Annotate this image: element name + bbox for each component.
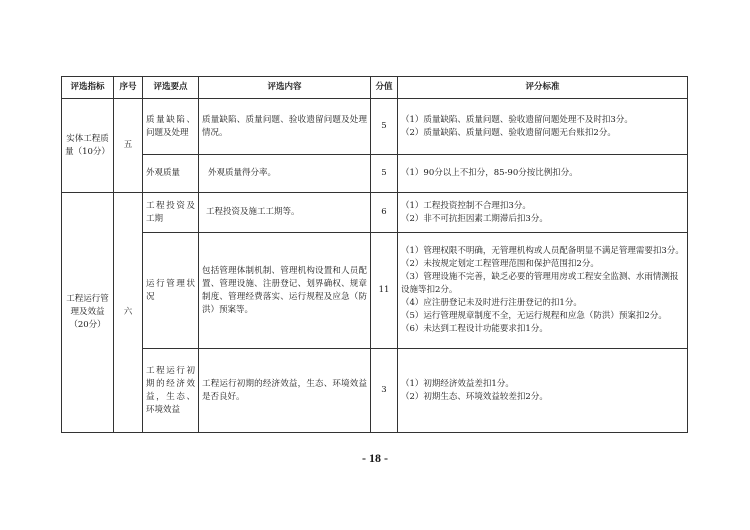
score-cell: 5	[371, 99, 398, 155]
criteria-line: （1）工程投资控制不合理扣3分。	[401, 200, 531, 211]
indicator-cell: 工程运行管理及效益（20分）	[62, 193, 114, 433]
content-cell: 质量缺陷、质量问题、验收遗留问题及处理情况。	[199, 99, 371, 155]
criteria-cell	[398, 349, 688, 433]
content-cell	[199, 193, 371, 233]
criteria-line: （6）未达到工程设计功能要求扣1分。	[401, 324, 548, 334]
criteria-line: （2）质量缺陷、质量问题、验收遗留问题无台账扣2分。	[401, 127, 616, 138]
criteria-line: （1）90分以上不扣分，85-90分按比例扣分。	[401, 168, 578, 178]
criteria-line: （1）初期经济效益差扣1分。	[401, 378, 514, 389]
criteria-line: （5）运行管理规章制度不全，无运行规程和应急（防洪）预案扣2分。	[401, 311, 667, 321]
criteria-line: （2）非不可抗拒因素工期滞后扣3分。	[401, 213, 548, 224]
criteria-cell	[398, 155, 688, 193]
content-text: 工程投资及施工工期等。	[206, 207, 300, 217]
content-cell: 工程运行初期的经济效益，生态、环境效益是否良好。	[199, 349, 371, 433]
seq-cell: 六	[114, 193, 143, 433]
content-cell	[199, 155, 371, 193]
content-cell: 包括管理体制机制、管理机构设置和人员配置、管理设施、注册登记、划界确权、规章制度、管理经费落实、运行规程及应急（防洪）预案等。	[199, 233, 371, 349]
criteria-cell	[398, 99, 688, 155]
criteria-line: （1）质量缺陷、质量问题、验收遗留问题处理不及时扣3分。	[401, 114, 633, 125]
criteria-line: （4）应注册登记未及时进行注册登记的扣1分。	[401, 298, 582, 308]
indicator-cell: 实体工程质量（10分）	[62, 99, 114, 193]
header-criteria: 评分标准	[398, 77, 688, 99]
point-cell: 外观质量	[143, 155, 199, 193]
score-cell: 5	[371, 155, 398, 193]
point-cell: 工程投资及工期	[143, 193, 199, 233]
score-cell: 6	[371, 193, 398, 233]
table-row	[62, 233, 688, 349]
point-cell: 质量缺陷、问题及处理	[143, 99, 199, 155]
table-row	[62, 99, 688, 155]
criteria-cell	[398, 233, 688, 349]
criteria-line: （1）管理权限不明确，无管理机构或人员配备明显不满足管理需要扣3分。	[401, 246, 684, 256]
criteria-cell	[398, 193, 688, 233]
header-content: 评选内容	[199, 77, 371, 99]
score-cell: 11	[371, 233, 398, 349]
point-cell: 工程运行初期的经济效益，生态、环境效益	[143, 349, 199, 433]
header-point: 评选要点	[143, 77, 199, 99]
evaluation-table	[61, 76, 688, 433]
table-row	[62, 155, 688, 193]
point-cell: 运行管理状况	[143, 233, 199, 349]
page-number: - 18 -	[362, 451, 388, 465]
header-score: 分值	[371, 77, 398, 99]
header-indicator: 评选指标	[62, 77, 114, 99]
score-cell: 3	[371, 349, 398, 433]
table-row	[62, 193, 688, 233]
table-header-row	[62, 77, 688, 99]
content-text: 外观质量得分率。	[208, 168, 277, 178]
seq-cell: 五	[114, 99, 143, 193]
criteria-line: （2）初期生态、环境效益较差扣2分。	[401, 391, 548, 402]
criteria-line: （3）管理设施不完善，缺乏必要的管理用房或工程安全监测、水雨情测报设施等扣2分。	[401, 272, 679, 295]
header-seq: 序号	[114, 77, 143, 99]
criteria-line: （2）未按规定划定工程管理范围和保护范围扣2分。	[401, 259, 599, 269]
table-row	[62, 349, 688, 433]
